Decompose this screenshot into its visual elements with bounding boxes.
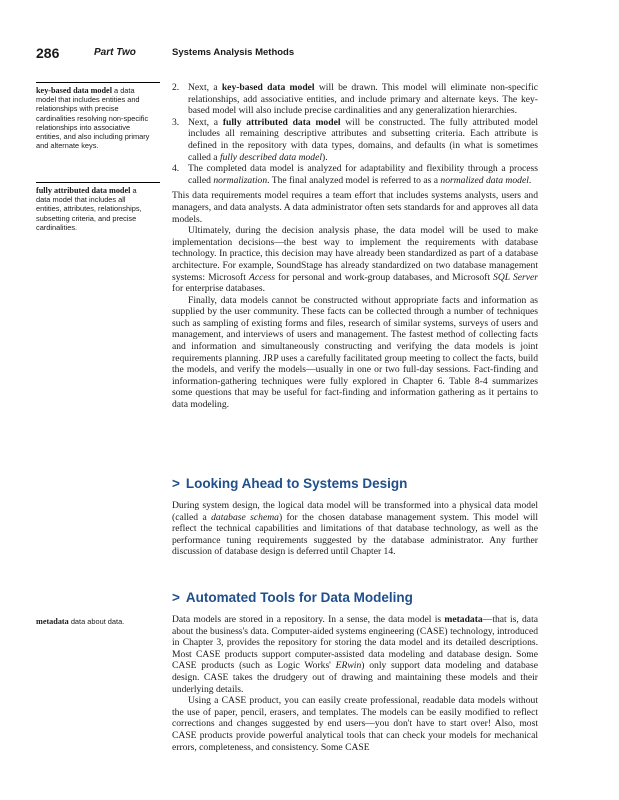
paragraph: Data models are stored in a repository. In a sense, the data model is metadata—that is, data about the business's data. Computer-aided systems engineering (CASE) technology, introduced in Chapter 3, provides the repository for storing the data model and its detailed descriptions. Most CASE products support computer-assisted data modeling and database design. Some CASE products (such as Logic Works' ERwin) only support data modeling and database design. CASE takes the drudgery out of drawing and maintaining these models and their underlying details. [172, 614, 538, 695]
list-item: 3. Next, a fully attributed data model will be constructed. The fully attributed model includes all remaining descriptive attributes and subsetting criteria. Each attribute is defined in the repository with data types, domains, and defaults (in what is sometimes called a fully described data model). [172, 116, 538, 163]
chevron-right-icon: > [172, 590, 180, 605]
chevron-right-icon: > [172, 476, 180, 491]
margin-term: metadata [36, 617, 69, 626]
margin-rule [36, 82, 160, 83]
page-number: 286 [36, 45, 60, 61]
step-list [172, 82, 538, 186]
body-text-lower [172, 614, 538, 753]
section-heading-automated-tools: > Automated Tools for Data Modeling [172, 590, 413, 605]
margin-note-metadata [36, 617, 152, 626]
paragraph: During system design, the logical data model will be transformed into a physical data model (called a database schema) for the chosen database management system. This model will reflect the technical capabilities and limitations of that database technology, as well as the performance tuning requirements suggested by the database administrator. Any further discussion of database design is deferred until Chapter 14. [172, 500, 539, 558]
list-item: 4. The completed data model is analyzed for adaptability and flexibility through a process called normalization. The final analyzed model is referred to as a normalized data model. [172, 163, 538, 186]
body-text-upper [172, 82, 538, 411]
list-item: 2. Next, a key-based data model will be drawn. This model will eliminate non-specific relationships, add associative entities, and include primary and alternate keys. The key-based model will also include precise cardinalities and any generalization hierarchies. [172, 82, 538, 117]
section-label: Systems Analysis Methods [172, 47, 295, 58]
body-text-middle [172, 500, 538, 558]
margin-definition: a data model that includes entities and relationships with precise cardinalities resolving non-specific relationships into associative entities, and also including primary and alternate keys. [36, 86, 150, 151]
section-heading-systems-design: > Looking Ahead to Systems Design [172, 476, 408, 491]
margin-rule [36, 182, 160, 183]
margin-definition: data about data. [70, 617, 125, 626]
paragraph: Finally, data models cannot be constructed without appropriate facts and information as supplied by the user community. These facts can be collected through a number of techniques such as sampling of existing forms and files, research of similar systems, surveys of users and management, and interviews of users and management. The fastest method of collecting facts and information and simultaneously constructing and verifying the data models is joint requirements planning. JRP uses a carefully facilitated group meeting to collect the facts, build the models, and verify the models—usually in one or two full-day sessions. Fact-finding and information-gathering techniques were fully explored in Chapter 6. Table 8-4 summarizes some questions that may be useful for fact-finding and information gathering as it pertains to data modeling. [172, 294, 538, 411]
margin-note-fully-attributed [36, 186, 152, 232]
margin-definition: a data model that includes all entities, attributes, relationships, subsetting criteria, and precise cardinalities. [36, 186, 142, 232]
paragraph: Ultimately, during the decision analysis phase, the data model will be used to make implementation decisions—the best way to implement the requirements with database technology. In practice, this decision may have already been standardized as part of a database architecture. For example, SoundStage has already standardized on two database management systems: Microsoft Access for personal and work-group databases, and Microsoft SQL Server for enterprise databases. [172, 225, 539, 295]
margin-note-key-based [36, 86, 152, 150]
paragraph: Using a CASE product, you can easily create professional, readable data models without the use of paper, pencil, erasers, and templates. The models can be easily modified to reflect corrections and changes suggested by end users—you don't have to start over! Also, most CASE products provide powerful analytical tools that can check your models for mechanical errors, completeness, and consistency. Some CASE [172, 695, 538, 753]
margin-term: fully attributed data model [36, 186, 131, 195]
paragraph: This data requirements model requires a team effort that includes systems analysts, users and managers, and data analysts. A data administrator often sets standards for and approves all data models. [172, 190, 538, 225]
margin-term: key-based data model [36, 86, 112, 95]
part-label: Part Two [94, 47, 136, 58]
